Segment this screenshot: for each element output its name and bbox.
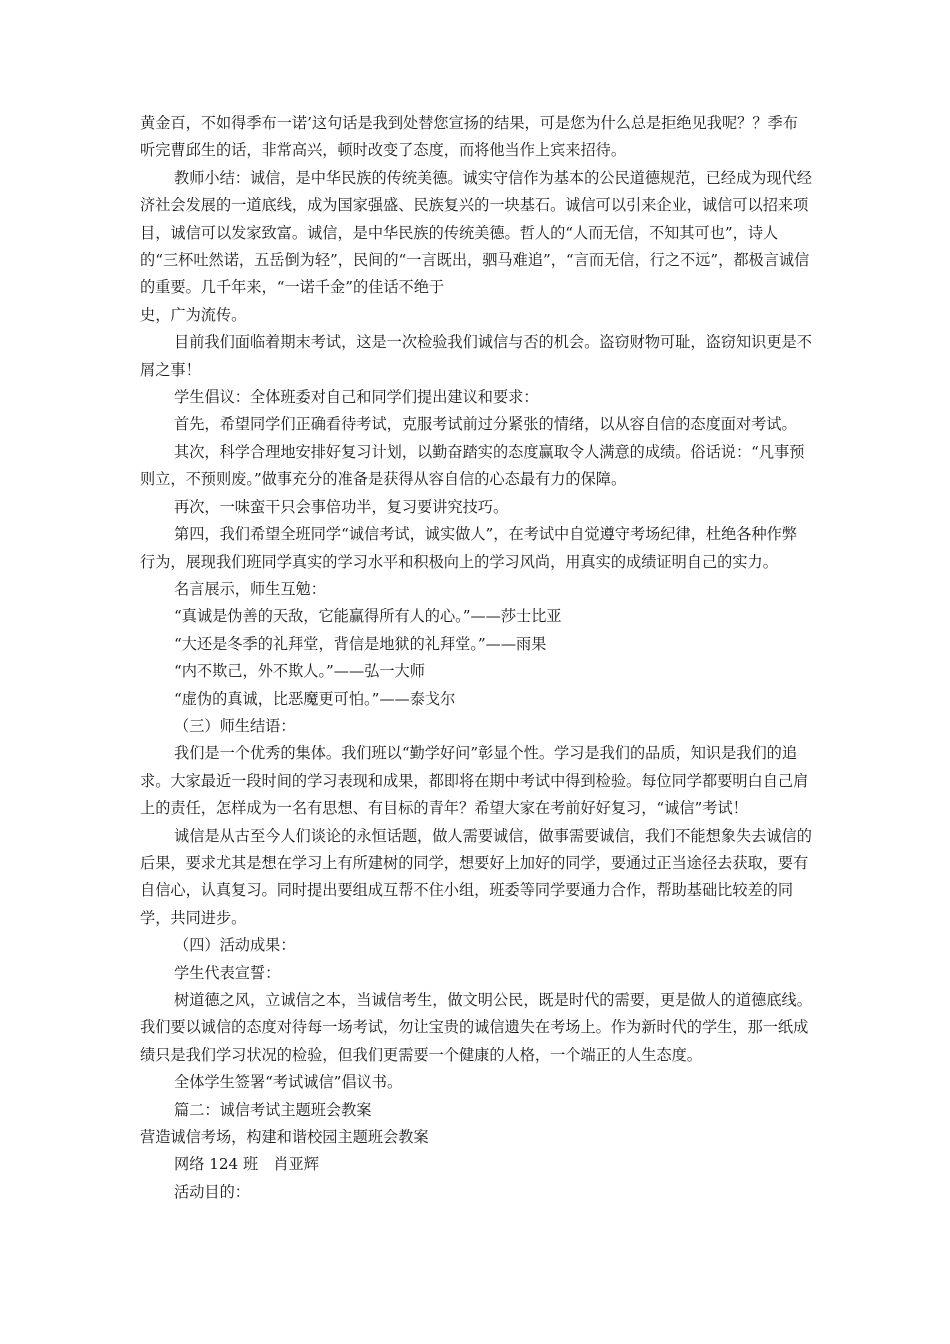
paragraph: 诚信是从古至今人们谈论的永恒话题，做人需要诚信，做事需要诚信，我们不能想象失去诚信的后果，要求尤其是想在学习上有所建树的同学，想要好上加好的同学，要通过正当途径去获取，要有自信心，认真复习。同时提出要组成互帮不住小组，班委等同学要通力合作，帮助基础比较差的同学，共同进步。 (140, 826, 812, 927)
paragraph: 其次，科学合理地安排好复习计划，以勤奋踏实的态度赢取令人满意的成绩。俗话说：“凡事预则立，不预则废。”做事充分的准备是获得从容自信的心态最有力的保障。 (140, 442, 805, 489)
paragraph: 史，广为流传。 (140, 305, 247, 324)
paragraph: 我们是一个优秀的集体。我们班以“勤学好问”彰显个性。学习是我们的品质，知识是我们的追求。大家最近一段时间的学习表现和成果，都即将在期中考试中得到检验。每位同学都要明白自己肩上的责任，怎样成为一名有思想、有目标的青年？希望大家在考前好好复习，“诚信”考试！ (140, 744, 809, 818)
paragraph: 黄金百，不如得季布一诺’这句话是我到处替您宣扬的结果，可是您为什么总是拒绝见我呢？？季布听完曹邱生的话，非常高兴，顿时改变了态度，而将他当作上宾来招待。 (140, 114, 798, 160)
paragraph: 树道德之风，立诚信之本，当诚信考生，做文明公民，既是时代的需要，更是做人的道德底线。我们要以诚信的态度对待每一场考试，勿让宝贵的诚信遗失在考场上。作为新时代的学生，那一纸成绩只是我们学习状况的检验，但我们更需要一个健康的人格，一个端正的人生态度。 (140, 991, 812, 1064)
document-body (140, 110, 812, 1206)
paragraph: 名言展示，师生互勉： (174, 579, 326, 598)
quote-line: “虚伪的真诚，比恶魔更可怕。”——泰戈尔 (174, 689, 456, 708)
author-line: 网络 124 班 肖亚辉 (174, 1155, 319, 1174)
quote-line: “内不欺己，外不欺人。”——弘一大师 (174, 662, 425, 681)
paragraph: 再次，一味蛮干只会事倍功半，复习要讲究技巧。 (174, 497, 509, 516)
paragraph: 教师小结：诚信，是中华民族的传统美德。诚实守信作为基本的公民道德规范，已经成为现代经济社会发展的一道底线，成为国家强盛、民族复兴的一块基石。诚信可以引来企业，诚信可以招来项目，诚信可以发家致富。诚信，是中华民族的传统美德。哲人的“人而无信，不知其可也”，诗人的“三杯吐然诺，五岳倒为轻”，民间的“一言既出，驷马难追”，“言而无信，行之不远”，都极言诚信的重要。几千年来，“一诺千金”的佳话不绝于 (140, 168, 812, 297)
paragraph: 目前我们面临着期末考试，这是一次检验我们诚信与否的机会。盗窃财物可耻，盗窃知识更是不屑之事！ (140, 333, 812, 379)
quote-line: “大还是冬季的礼拜堂，背信是地狱的礼拜堂。”——雨果 (174, 634, 547, 653)
section-heading: 活动目的： (174, 1182, 250, 1201)
paragraph: 首先，希望同学们正确看待考试，克服考试前过分紧张的情绪，以从容自信的态度面对考试。 (174, 415, 797, 434)
section-heading: （三）师生结语： (174, 716, 296, 735)
paragraph: 全体学生签署“考试诚信”倡议书。 (174, 1073, 403, 1092)
paragraph: 学生代表宣誓： (174, 963, 281, 982)
document-title: 营造诚信考场，构建和谐校园主题班会教案 (140, 1128, 429, 1147)
paragraph: 学生倡议：全体班委对自己和同学们提出建议和要求： (174, 388, 539, 407)
paragraph: 第四，我们希望全班同学“诚信考试，诚实做人”，在考试中自觉遵守考场纪律，杜绝各种作弊行为，展现我们班同学真实的学习水平和积极向上的学习风尚，用真实的成绩证明自己的实力。 (140, 525, 798, 571)
quote-line: “真诚是伪善的天敌，它能赢得所有人的心。”——莎士比亚 (174, 607, 562, 626)
chapter-heading: 篇二：诚信考试主题班会教案 (174, 1100, 372, 1119)
section-heading: （四）活动成果： (174, 936, 296, 955)
